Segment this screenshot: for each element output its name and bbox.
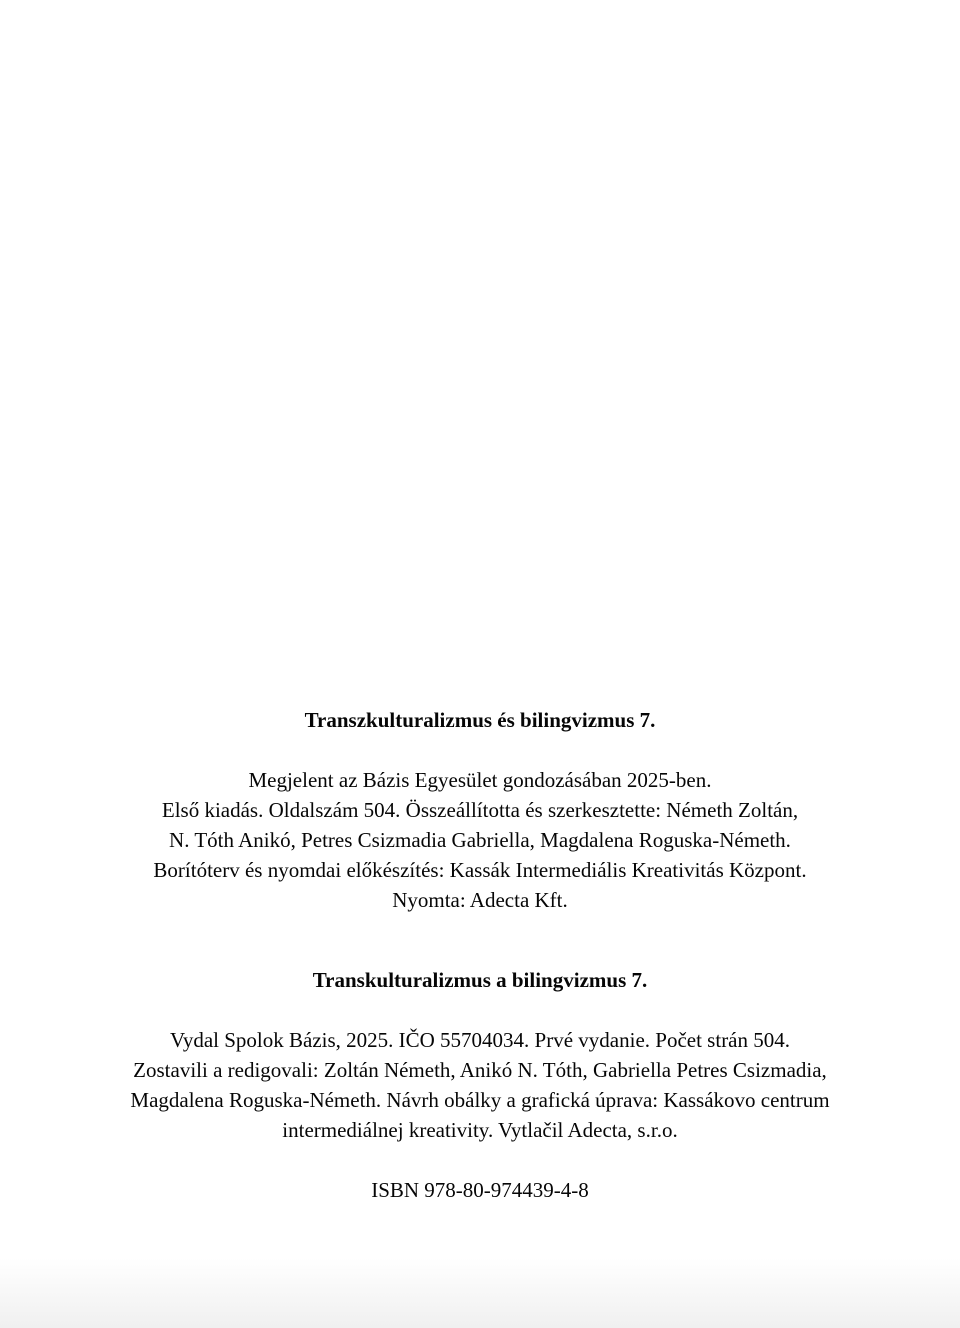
- colophon-text-block: [0, 705, 960, 1205]
- hungarian-imprint-block: [0, 765, 960, 915]
- slovak-imprint-block: [0, 1025, 960, 1145]
- slovak-imprint-line: Vydal Spolok Bázis, 2025. IČO 55704034. Prvé vydanie. Počet strán 504.: [169, 1028, 791, 1052]
- hungarian-imprint-line: Nyomta: Adecta Kft.: [392, 888, 568, 912]
- hungarian-imprint-line: Megjelent az Bázis Egyesület gondozásában 2025-ben.: [248, 768, 712, 792]
- slovak-imprint-line: intermediálnej kreativity. Vytlačil Adecta, s.r.o.: [282, 1118, 678, 1142]
- slovak-imprint-line: Magdalena Roguska-Németh. Návrh obálky a grafická úprava: Kassákovo centrum: [130, 1088, 830, 1112]
- hungarian-imprint-line: N. Tóth Anikó, Petres Csizmadia Gabriella, Magdalena Roguska-Németh.: [169, 828, 791, 852]
- bottom-page-fade: [0, 1258, 960, 1328]
- hungarian-edition-title: Transzkulturalizmus és bilingvizmus 7.: [304, 708, 656, 732]
- slovak-edition-title: Transkulturalizmus a bilingvizmus 7.: [312, 968, 648, 992]
- isbn-number: ISBN 978-80-974439-4-8: [371, 1178, 589, 1202]
- slovak-imprint-line: Zostavili a redigovali: Zoltán Németh, Anikó N. Tóth, Gabriella Petres Csizmadia,: [133, 1058, 827, 1082]
- hungarian-imprint-line: Első kiadás. Oldalszám 504. Összeállította és szerkesztette: Németh Zoltán,: [161, 798, 799, 822]
- hungarian-imprint-line: Borítóterv és nyomdai előkészítés: Kassák Intermediális Kreativitás Központ.: [153, 858, 807, 882]
